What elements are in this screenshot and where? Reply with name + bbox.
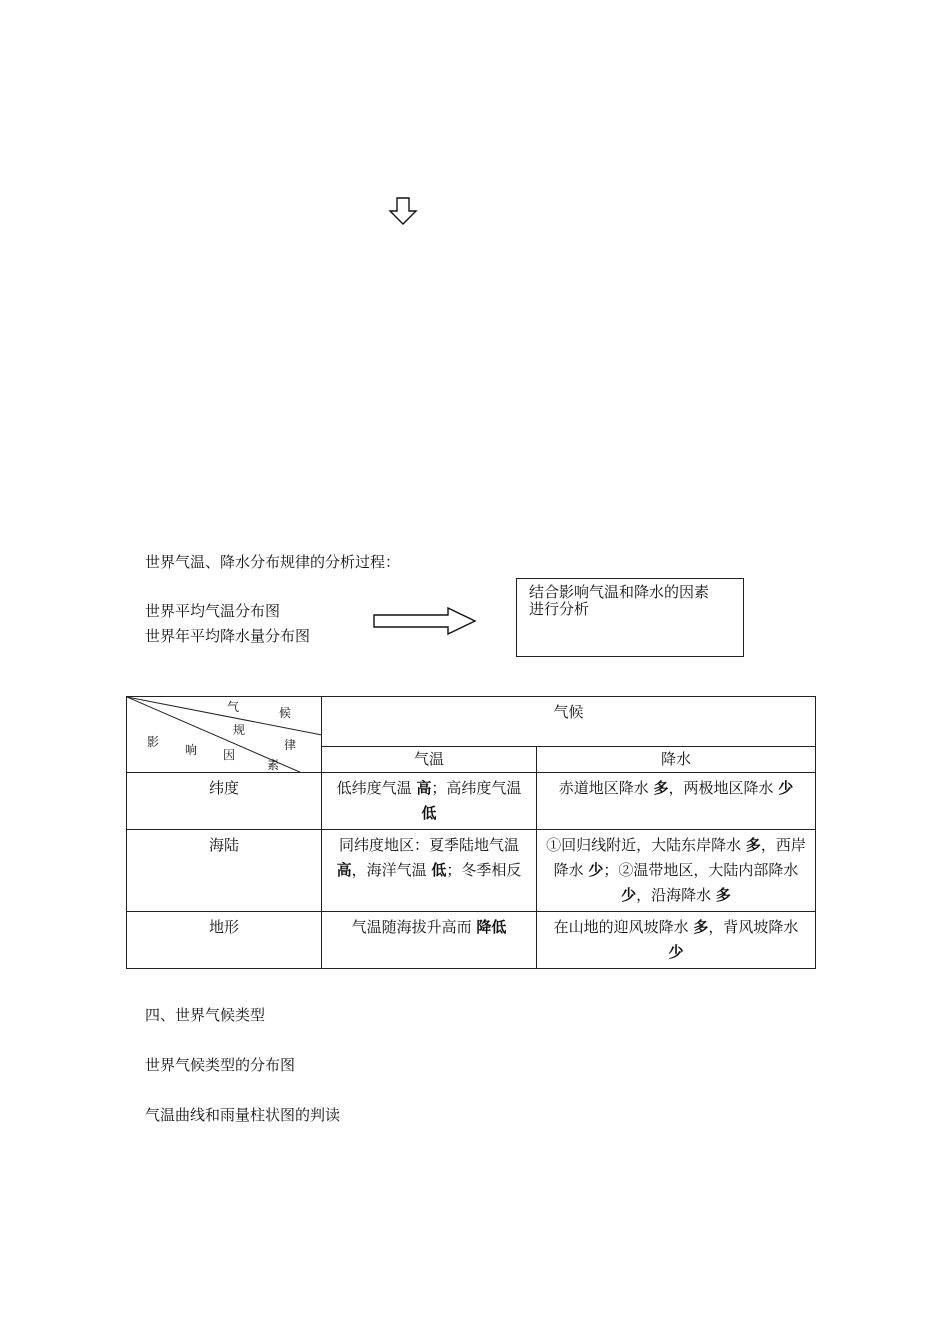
table-row xyxy=(127,830,816,912)
keyword: 低 xyxy=(421,804,437,822)
keyword: 少 xyxy=(621,886,637,904)
corner-label: 候 xyxy=(279,706,292,720)
keyword: 高 xyxy=(336,861,352,879)
corner-label: 气 xyxy=(227,700,240,714)
source-map-precipitation: 世界年平均降水量分布图 xyxy=(145,627,311,645)
precipitation-cell xyxy=(537,912,816,969)
down-arrow-icon xyxy=(388,196,418,226)
precipitation-cell xyxy=(537,830,816,912)
corner-label: 因 xyxy=(223,748,236,762)
keyword: 多 xyxy=(745,836,761,854)
analysis-box-line-1: 结合影响气温和降水的因素 xyxy=(529,583,710,601)
corner-label: 素 xyxy=(267,758,280,772)
cell-text: ，海洋气温 xyxy=(351,861,432,879)
temperature-cell xyxy=(322,912,537,969)
analysis-box xyxy=(516,578,744,657)
corner-label: 影 xyxy=(147,735,160,749)
precipitation-cell xyxy=(537,773,816,830)
climate-factors-table xyxy=(126,696,816,969)
keyword: 少 xyxy=(588,861,604,879)
section-item: 气温曲线和雨量柱状图的判读 xyxy=(145,1106,341,1124)
cell-text: 在山地的迎风坡降水 xyxy=(553,918,694,936)
analysis-box-line-2: 进行分析 xyxy=(529,600,590,618)
cell-text: ；冬季相反 xyxy=(446,861,522,879)
corner-label: 规 xyxy=(233,723,246,737)
right-arrow-icon xyxy=(372,606,478,636)
keyword: 低 xyxy=(431,861,447,879)
cell-text: 气温随海拔升高而 xyxy=(351,918,477,936)
keyword: 少 xyxy=(778,779,794,797)
keyword: 多 xyxy=(715,886,731,904)
analysis-heading: 世界气温、降水分布规律的分析过程： xyxy=(145,553,401,571)
keyword: 高 xyxy=(416,779,432,797)
keyword: 降低 xyxy=(476,918,507,936)
corner-label: 响 xyxy=(185,743,198,757)
table-row xyxy=(127,912,816,969)
factor-cell: 地形 xyxy=(127,912,322,969)
source-map-temperature: 世界平均气温分布图 xyxy=(145,602,281,620)
cell-text: ；高纬度气温 xyxy=(431,779,522,797)
table-row xyxy=(127,773,816,830)
temperature-cell xyxy=(322,830,537,912)
diagonal-header-cell xyxy=(127,697,322,773)
factor-cell: 纬度 xyxy=(127,773,322,830)
header-climate: 气候 xyxy=(322,697,816,747)
cell-text: 同纬度地区：夏季陆地气温 xyxy=(338,836,519,854)
header-precipitation: 降水 xyxy=(537,747,816,773)
cell-text: ，背风坡降水 xyxy=(708,918,799,936)
keyword: 多 xyxy=(693,918,709,936)
cell-text: ，西岸降水 xyxy=(553,836,806,879)
section-title: 四、世界气候类型 xyxy=(145,1006,266,1024)
cell-text: ，两极地区降水 xyxy=(668,779,779,797)
factor-cell: 海陆 xyxy=(127,830,322,912)
header-temperature: 气温 xyxy=(322,747,537,773)
corner-label: 律 xyxy=(284,738,297,752)
keyword: 少 xyxy=(668,943,684,961)
cell-text: ，沿海降水 xyxy=(636,886,716,904)
section-item: 世界气候类型的分布图 xyxy=(145,1056,296,1074)
keyword: 多 xyxy=(653,779,669,797)
temperature-cell xyxy=(322,773,537,830)
cell-text: ①回归线附近，大陆东岸降水 xyxy=(546,836,746,854)
cell-text: 低纬度气温 xyxy=(336,779,417,797)
cell-text: ；②温带地区，大陆内部降水 xyxy=(603,861,799,879)
cell-text: 赤道地区降水 xyxy=(558,779,654,797)
